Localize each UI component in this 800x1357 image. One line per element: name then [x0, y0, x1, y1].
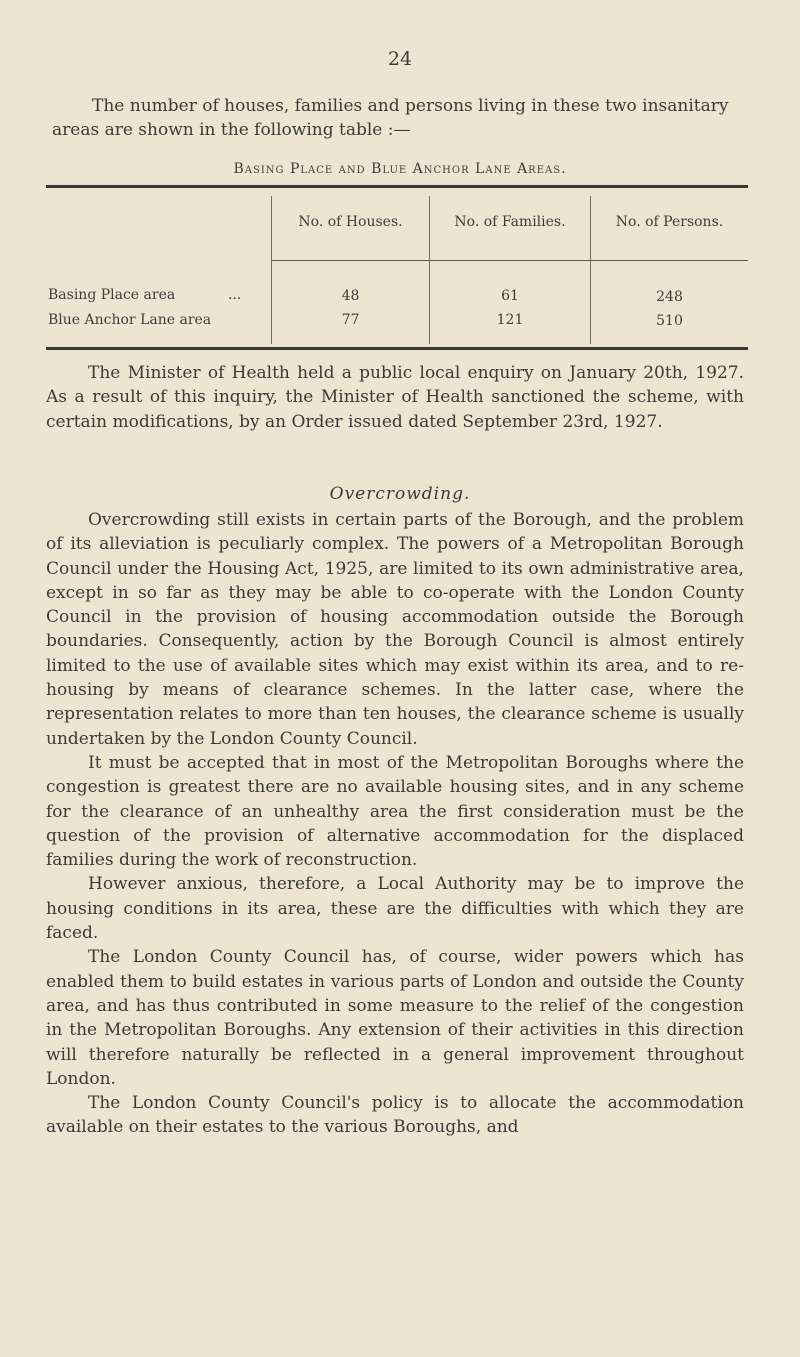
cell-persons: 510	[656, 313, 683, 329]
table-header-rule	[272, 260, 748, 261]
cell-families: 61	[501, 288, 519, 304]
overcrowding-section	[46, 508, 744, 1140]
row-label: Blue Anchor Lane area	[48, 312, 212, 328]
column-header-families: No. of Families.	[454, 214, 566, 230]
column-header-houses: No. of Houses.	[298, 214, 403, 230]
table-top-rule	[46, 185, 748, 188]
page-number: 24	[387, 48, 413, 70]
cell-houses: 77	[341, 312, 360, 328]
intro-text: The number of houses, families and persons living in these two insanitary areas are shown in the following table :—	[52, 96, 729, 140]
leader-dots: ...	[228, 287, 242, 303]
paragraph: The Minister of Health held a public local enquiry on January 20th, 1927. As a result of this inquiry, the Minister of Health sanctioned the scheme, with certain modifications, by an Order issued dated September 23rd, 1927.	[46, 363, 744, 432]
paragraph: The London County Council's policy is to allocate the accommodation available on their estates to the various Boroughs, and	[46, 1093, 744, 1138]
cell-families: 121	[496, 312, 524, 328]
paragraph: However anxious, therefore, a Local Authority may be to improve the housing conditions in its area, these are the difficulties with which they are faced.	[46, 874, 744, 944]
section-heading: Overcrowding.	[329, 484, 471, 504]
row-label: Basing Place area	[48, 287, 176, 303]
paragraph: It must be accepted that in most of the Metropolitan Boroughs where the congestion is greatest there are no available housing sites, and in any scheme for the clearance of an unhealthy area the first consideration must be the question of the provision of alternative accommodation for the displaced families during the work of reconstruction.	[46, 752, 744, 871]
enquiry-paragraph	[46, 361, 744, 434]
column-header-persons: No. of Persons.	[615, 214, 724, 230]
cell-persons: 248	[656, 289, 683, 305]
paragraph: Overcrowding still exists in certain parts of the Borough, and the problem of its alleviation is peculiarly complex. The powers of a Metropolitan Borough Council under the Housing Act, 1925, are limited to its own administrative area, except in so far as they may be able to co-operate with the London County Council in the provision of housing accommodation outside the Borough boundaries. Consequently, action by the Borough Council is almost entirely limited to the use of available sites which may exist within its area, and to re-housing by means of clearance schemes. In the latter case, where the representation relates to more than ten houses, the clearance scheme is usually undertaken by the London County Council.	[46, 510, 744, 749]
cell-houses: 48	[341, 288, 360, 304]
paragraph: The London County Council has, of course, wider powers which has enabled them to build estates in various parts of London and outside the County area, and has thus contributed in some measure to the relief of the congestion in the Metropolitan Boroughs. Any extension of their activities in this direction will therefore naturally be reflected in a general improvement throughout London.	[46, 947, 744, 1089]
table-bottom-rule	[46, 347, 748, 350]
table-title: Basing Place and Blue Anchor Lane Areas.	[233, 161, 567, 177]
